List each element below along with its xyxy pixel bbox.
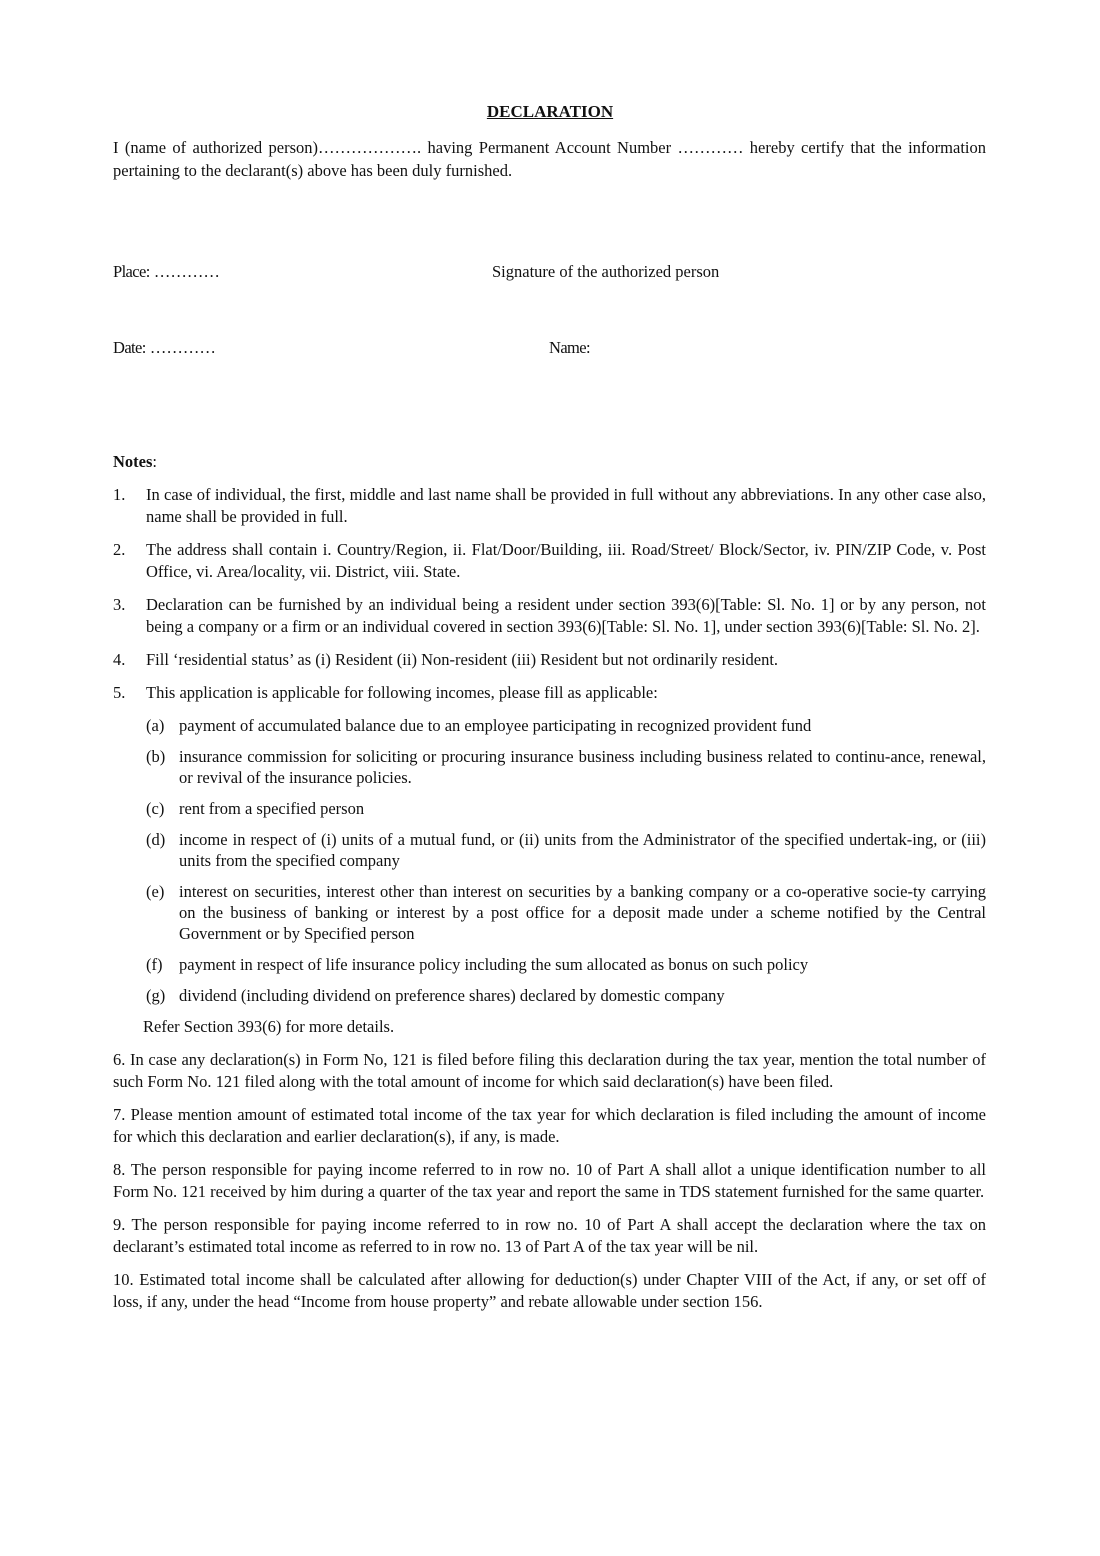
date-field	[113, 338, 216, 358]
note-number: 4.	[113, 650, 126, 669]
sub-item-letter: (e)	[146, 882, 165, 901]
sub-item	[146, 954, 986, 975]
sub-item-letter: (c)	[146, 799, 165, 818]
declaration-intro: I (name of authorized person)………………. having Permanent Account Number ………… hereby certify that the information pertaining to the declarant(s) above has been duly furnished.	[113, 138, 986, 180]
sub-item	[146, 985, 986, 1006]
note-paragraph: 7. Please mention amount of estimated total income of the tax year for which declaration is filed including the amount of income for which this declaration and earlier declaration(s), if any, is made.	[113, 1105, 986, 1146]
notes-heading-text: Notes	[113, 452, 153, 471]
sub-item-letter: (f)	[146, 955, 163, 974]
note-item	[113, 539, 986, 583]
signature-label: Signature of the authorized person	[492, 262, 720, 281]
note-paragraph: 8. The person responsible for paying income referred to in row no. 10 of Part A shall allot a unique identification number to all Form No. 121 received by him during a quarter of the tax year and report the same in TDS statement furnished for the same quarter.	[113, 1160, 986, 1201]
note-paragraph: 6. In case any declaration(s) in Form No, 121 is filed before filing this declaration during the tax year, mention the total number of such Form No. 121 filed along with the total amount of income for which said declaration(s) have been filed.	[113, 1050, 986, 1091]
note-text: In case of individual, the first, middle and last name shall be provided in full without any abbreviations. In any other case also, name shall be provided in full.	[146, 485, 986, 526]
sub-item-letter: (b)	[146, 747, 166, 766]
notes-heading-colon: :	[152, 452, 157, 471]
sub-item	[146, 881, 986, 944]
sub-item-text: insurance commission for soliciting or procuring insurance business including business related to continu-ance, renewal, or revival of the insurance policies.	[179, 747, 986, 787]
note-number: 1.	[113, 485, 126, 504]
declaration-title: DECLARATION	[486, 102, 614, 121]
notes-list	[113, 484, 986, 1324]
sub-item	[146, 798, 986, 819]
refer-note: Refer Section 393(6) for more details.	[143, 1017, 395, 1036]
note-text: This application is applicable for following incomes, please fill as applicable:	[146, 683, 658, 702]
note-number: 2.	[113, 540, 126, 559]
sub-item	[146, 746, 986, 788]
sub-item	[146, 715, 986, 736]
note-text: The address shall contain i. Country/Region, ii. Flat/Door/Building, iii. Road/Street/ Block/Sector, iv. PIN/ZIP Code, v. Post Office, vi. Area/locality, vii. District, viii. State.	[146, 540, 986, 581]
note-paragraph: 10. Estimated total income shall be calculated after allowing for deduction(s) under Chapter VIII of the Act, if any, or set off of loss, if any, under the head “Income from house property” and rebate allowable under section 156.	[113, 1270, 986, 1311]
name-label: Name:	[549, 338, 590, 357]
note-number: 5.	[113, 683, 126, 702]
sub-item-text: payment of accumulated balance due to an employee participating in recognized provident fund	[179, 716, 812, 735]
sub-item-text: income in respect of (i) units of a mutual fund, or (ii) units from the Administrator of the specified undertak-ing, or (iii) units from the specified company	[179, 830, 986, 870]
place-value: …………	[153, 262, 220, 281]
sub-item-letter: (a)	[146, 716, 165, 735]
note-item	[113, 484, 986, 528]
sub-item-letter: (d)	[146, 830, 166, 849]
place-label: Place:	[113, 262, 150, 281]
sub-item	[146, 829, 986, 871]
date-value: …………	[149, 338, 216, 357]
place-field	[113, 262, 220, 282]
income-sublist	[146, 715, 986, 1006]
sub-item-text: payment in respect of life insurance policy including the sum allocated as bonus on such policy	[179, 955, 809, 974]
note-text: Declaration can be furnished by an individual being a resident under section 393(6)[Table: Sl. No. 1] or by any person, not being a company or a firm or an individual covered in section 393(6)[Table: Sl. No. 1], under section 393(6)[Table: Sl. No. 2].	[146, 595, 986, 636]
sub-item-text: interest on securities, interest other than interest on securities by a banking company or a co-operative socie-ty carrying on the business of banking or interest by a post office for a deposit made under a scheme notified by the Central Government or by Specified person	[179, 882, 986, 943]
sub-item-letter: (g)	[146, 986, 166, 1005]
sub-item-text: dividend (including dividend on preference shares) declared by domestic company	[179, 986, 725, 1005]
sub-item-text: rent from a specified person	[179, 799, 365, 818]
notes-heading	[113, 452, 157, 472]
note-item	[113, 594, 986, 638]
note-paragraph: 9. The person responsible for paying income referred to in row no. 10 of Part A shall accept the declaration where the tax on declarant’s estimated total income as referred to in row no. 13 of Part A of the tax year will be nil.	[113, 1215, 986, 1256]
date-label: Date:	[113, 338, 146, 357]
note-number: 3.	[113, 595, 126, 614]
note-item	[113, 649, 986, 671]
note-text: Fill ‘residential status’ as (i) Resident (ii) Non-resident (iii) Resident but not ordinarily resident.	[146, 650, 779, 669]
note-item	[113, 682, 986, 704]
